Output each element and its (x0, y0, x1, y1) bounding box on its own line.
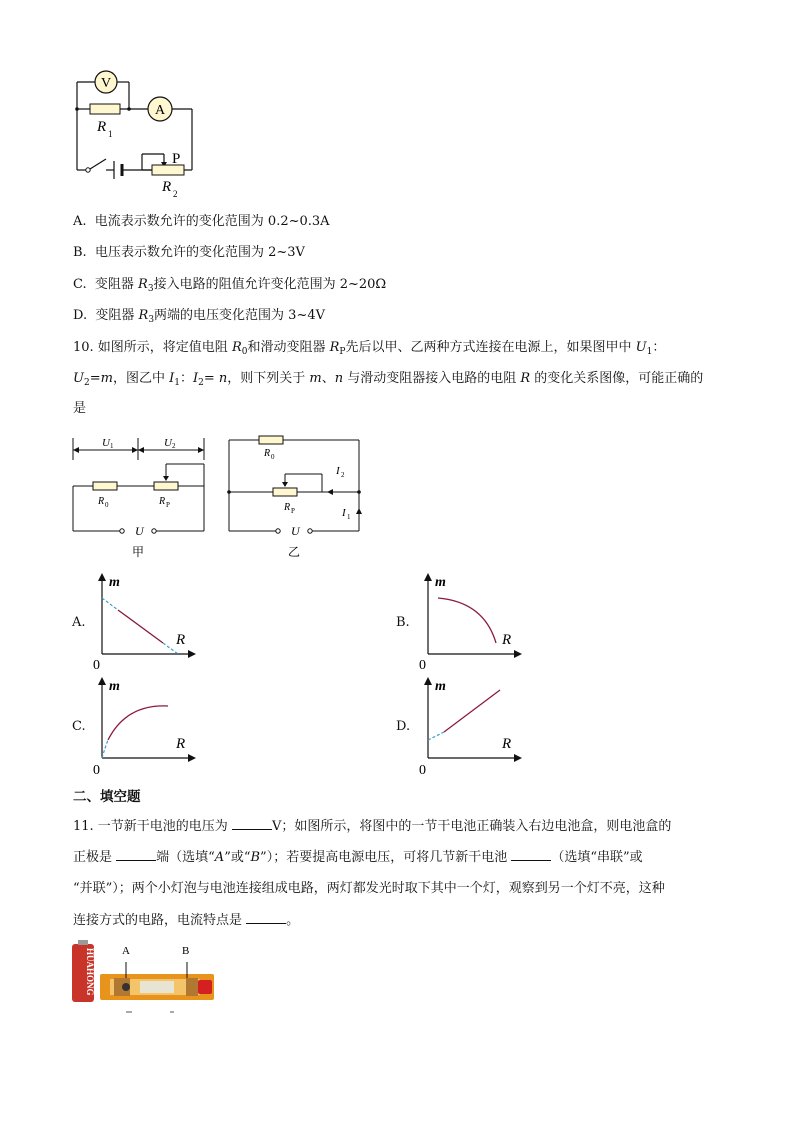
q10-line-1: 10. 如图所示，将定值电阻 $R_0$和滑动变阻器 $R_P$先后以甲、乙两种方式连接在电源上，如果图甲中 $U_1$： (73, 340, 666, 357)
voltmeter-label: V (100, 76, 112, 91)
graph-d-dash (428, 732, 444, 740)
graph-d-letter: D. (396, 719, 411, 734)
holder-label-a: A (122, 945, 130, 957)
svg-text:R: R (264, 448, 271, 459)
svg-text:R: R (176, 736, 186, 752)
graph-a (88, 570, 200, 672)
q10-circuit-yi (224, 432, 366, 560)
graph-c-letter: C. (72, 719, 86, 734)
graph-c (88, 674, 200, 778)
section-heading: 二、填空题 (73, 789, 141, 805)
q11-line-2: 正极是 端（选填“A”或“B”）；若要提高电源电压，可将几节新干电池 （选填“串联”或 (73, 850, 643, 865)
svg-text:甲: 甲 (132, 545, 145, 559)
q10-circuit-jia (68, 432, 210, 560)
svg-text:U: U (135, 524, 144, 538)
graph-c-curve (108, 706, 168, 740)
svg-text:U: U (291, 524, 300, 538)
r2-sub: 2 (173, 189, 178, 199)
answer-blank-3[interactable] (511, 848, 551, 861)
svg-text:m: m (109, 575, 120, 590)
graph-d-curve (444, 690, 500, 732)
svg-text:R: R (159, 496, 166, 507)
r1-resistor (90, 104, 120, 114)
graph-a-curve (118, 610, 163, 643)
q10-line-3: 是 (73, 401, 87, 416)
svg-text:0: 0 (271, 453, 275, 461)
holder-label-b: B (182, 945, 190, 957)
q9-option-d: D. 变阻器 $R_3$两端的电压变化范围为 3~4V (73, 308, 326, 325)
ammeter-label: A (154, 103, 166, 118)
svg-text:0: 0 (93, 658, 100, 672)
svg-text:0: 0 (419, 658, 426, 672)
svg-text:P: P (166, 501, 170, 509)
svg-text:R: R (284, 502, 291, 513)
r1-label: R (97, 119, 107, 135)
graph-c-dash (102, 740, 108, 758)
q9-option-b: B. 电压表示数允许的变化范围为 2~3V (73, 245, 305, 260)
q11-line-3: “并联”）；两个小灯泡与电池连接组成电路，两灯都发光时取下其中一个灯，观察到另一个灯不亮，这种 (73, 881, 665, 896)
q9-circuit-diagram (66, 62, 206, 204)
answer-blank-1[interactable] (232, 817, 272, 830)
battery-photo (70, 938, 220, 1016)
q9-option-c: C. 变阻器 $R_3$接入电路的阻值允许变化范围为 2~20Ω (73, 277, 387, 294)
answer-blank-4[interactable] (246, 911, 286, 924)
graph-b-curve (438, 598, 496, 643)
graph-b (414, 570, 526, 672)
svg-text:m: m (435, 679, 446, 694)
svg-text:1: 1 (347, 513, 351, 521)
graph-a-letter: A. (72, 615, 86, 630)
svg-text:0: 0 (419, 763, 426, 778)
svg-text:0: 0 (93, 763, 100, 778)
graph-b-letter: B. (396, 615, 410, 630)
svg-text:U: U (102, 437, 110, 449)
q11-line-1: 11. 一节新干电池的电压为 V；如图所示，将图中的一节干电池正确装入右边电池盒，则电池盒的 (73, 819, 672, 834)
q9-option-a: A. 电流表示数允许的变化范围为 0.2~0.3A (73, 214, 330, 229)
graph-d (414, 674, 526, 778)
svg-text:2: 2 (172, 442, 176, 450)
svg-text:P: P (291, 507, 295, 515)
q10-line-2: $U_2=m$，图乙中 $I_1$：$I_2= n$，则下列关于 m、n 与滑动变阻器接入电路的电阻 R 的变化关系图像，可能正确的 (73, 371, 704, 388)
r1-sub: 1 (108, 129, 113, 139)
svg-text:HUAHONG: HUAHONG (85, 948, 95, 996)
q11-line-4: 连接方式的电路，电流特点是 。 (73, 913, 300, 928)
svg-text:0: 0 (105, 501, 109, 509)
svg-text:m: m (109, 679, 120, 694)
svg-text:m: m (435, 575, 446, 590)
slider-label: P (172, 151, 181, 167)
svg-text:R: R (502, 632, 512, 648)
answer-blank-2[interactable] (116, 848, 156, 861)
svg-text:I: I (336, 465, 340, 477)
svg-text:1: 1 (110, 442, 114, 450)
svg-text:R: R (98, 496, 105, 507)
svg-text:R: R (502, 736, 512, 752)
r2-label: R (162, 179, 172, 195)
svg-text:R: R (176, 632, 186, 648)
svg-text:乙: 乙 (288, 545, 301, 559)
svg-text:U: U (164, 437, 172, 449)
svg-text:2: 2 (341, 471, 345, 479)
graph-a-dash-top (102, 598, 118, 610)
svg-text:I: I (342, 507, 346, 519)
